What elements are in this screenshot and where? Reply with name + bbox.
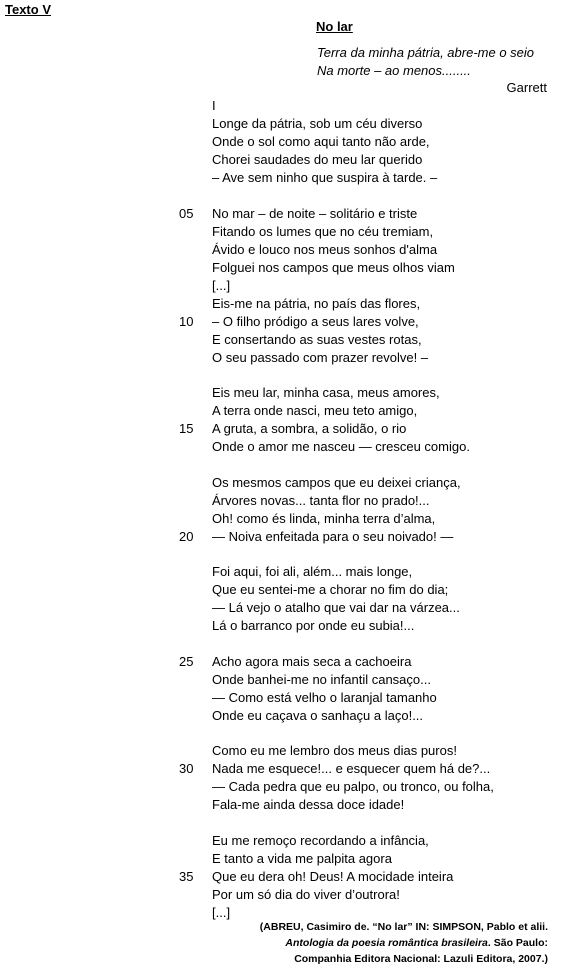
- poem-line: [0, 223, 562, 241]
- source-citation: [260, 919, 548, 967]
- poem-line: [0, 349, 562, 367]
- poem-line-text: Chorei saudades do meu lar querido: [212, 152, 423, 167]
- poem-body: [0, 97, 562, 922]
- poem-line-text: Nada me esquece!... e esquecer quem há de?...: [212, 761, 491, 776]
- poem-line: [0, 886, 562, 904]
- poem-line-text: Foi aqui, foi ali, além... mais longe,: [212, 564, 413, 579]
- poem-line: [0, 563, 562, 581]
- poem-line-text: Folguei nos campos que meus olhos viam: [212, 259, 455, 275]
- poem-line: [0, 832, 562, 850]
- stanza-break: [0, 187, 562, 205]
- poem-line: [0, 581, 562, 599]
- poem-line: [0, 671, 562, 689]
- poem-line: [0, 599, 562, 617]
- poem-line: [0, 205, 562, 223]
- citation-line: [260, 935, 548, 951]
- poem-line-text: A terra onde nasci, meu teto amigo,: [212, 403, 418, 418]
- stanza-break: [0, 367, 562, 385]
- poem-line: [0, 384, 562, 402]
- poem-line: [0, 707, 562, 725]
- poem-line: [0, 474, 562, 492]
- poem-line-text: No mar – de noite – solitário e triste: [212, 205, 418, 221]
- poem-line-text: Que eu dera oh! Deus! A mocidade inteira: [212, 868, 454, 884]
- line-number: 20: [179, 528, 194, 544]
- poem-line-text: [...]: [212, 904, 231, 920]
- poem-line-text: Por um só dia do viver d’outrora!: [212, 886, 400, 902]
- poem-line: [0, 617, 562, 635]
- poem-line: [0, 742, 562, 760]
- poem-line-text: Árvores novas... tanta flor no prado!...: [212, 492, 430, 508]
- poem-line: [0, 97, 562, 115]
- poem-line: [0, 241, 562, 259]
- stanza-break: [0, 635, 562, 653]
- poem-line-text: Fitando os lumes que no céu tremiam,: [212, 223, 434, 239]
- poem-line: [0, 438, 562, 456]
- text-label: Texto V: [5, 2, 51, 17]
- poem-line-text: – O filho pródigo a seus lares volve,: [212, 313, 419, 329]
- poem-line-text: Onde banhei-me no infantil cansaço...: [212, 671, 431, 687]
- poem-line-text: E consertando as suas vestes rotas,: [212, 331, 422, 347]
- poem-line-text: Onde o amor me nasceu — cresceu comigo.: [212, 439, 470, 454]
- poem-line-text: Eis-me na pátria, no país das flores,: [212, 295, 421, 311]
- poem-line-text: Onde o sol como aqui tanto não arde,: [212, 134, 430, 149]
- poem-line: [0, 689, 562, 707]
- poem-line: [0, 169, 562, 187]
- epigraph-line: Terra da minha pátria, abre-me o seio: [317, 45, 535, 60]
- poem-line-text: A gruta, a sombra, a solidão, o rio: [212, 421, 407, 436]
- poem-line: [0, 115, 562, 133]
- poem-line-text: O seu passado com prazer revolve! –: [212, 349, 429, 365]
- poem-line-text: — Noiva enfeitada para o seu noivado! —: [212, 528, 454, 544]
- poem-line-text: Eu me remoço recordando a infância,: [212, 832, 429, 848]
- stanza-break: [0, 814, 562, 832]
- poem-line-text: Lá o barranco por onde eu subia!...: [212, 618, 415, 633]
- poem-line-text: Como eu me lembro dos meus dias puros!: [212, 743, 457, 758]
- poem-line: [0, 420, 562, 438]
- poem-title: No lar: [316, 19, 353, 34]
- poem-line-text: Que eu sentei-me a chorar no fim do dia;: [212, 582, 449, 597]
- citation-book-title: Antologia da poesia romântica brasileira: [285, 937, 488, 949]
- poem-line-text: — Como está velho o laranjal tamanho: [212, 689, 437, 705]
- citation-line: (ABREU, Casimiro de. “No lar” IN: SIMPSON, Pablo et alii.: [259, 921, 548, 933]
- poem-line: [0, 295, 562, 313]
- poem-line: [0, 492, 562, 510]
- poem-line: [0, 402, 562, 420]
- poem-line: [0, 313, 562, 331]
- poem-line: [0, 133, 562, 151]
- poem-line-text: Os mesmos campos que eu deixei criança,: [212, 474, 461, 490]
- poem-line-text: Eis meu lar, minha casa, meus amores,: [212, 385, 440, 400]
- poem-line: [0, 653, 562, 671]
- poem-line-text: Oh! como és linda, minha terra d’alma,: [212, 510, 436, 526]
- poem-line-text: I: [212, 98, 216, 113]
- poem-line: [0, 528, 562, 546]
- poem-line-text: Acho agora mais seca a cachoeira: [212, 653, 412, 669]
- poem-line-text: — Cada pedra que eu palpo, ou tronco, ou folha,: [212, 779, 494, 794]
- poem-line-text: [...]: [212, 277, 231, 293]
- poem-line-text: Longe da pátria, sob um céu diverso: [212, 116, 423, 131]
- line-number: 15: [179, 421, 194, 436]
- epigraph: [317, 44, 534, 80]
- poem-line: [0, 778, 562, 796]
- stanza-break: [0, 546, 562, 564]
- poem-line: [0, 277, 562, 295]
- poem-line: [0, 331, 562, 349]
- poem-line-text: – Ave sem ninho que suspira à tarde. –: [212, 170, 438, 185]
- citation-text: . São Paulo:: [487, 937, 548, 949]
- poem-line-text: E tanto a vida me palpita agora: [212, 850, 392, 866]
- line-number: 05: [179, 205, 194, 221]
- poem-line-text: Fala-me ainda dessa doce idade!: [212, 797, 405, 812]
- poem-line: [0, 850, 562, 868]
- poem-line-text: Onde eu caçava o sanhaçu a laço!...: [212, 707, 424, 723]
- poem-line-text: Ávido e louco nos meus sonhos d'alma: [212, 241, 438, 257]
- stanza-break: [0, 725, 562, 743]
- poem-line: [0, 510, 562, 528]
- poem-line: [0, 151, 562, 169]
- poem-line: [0, 868, 562, 886]
- poem-line: [0, 259, 562, 277]
- line-number: 30: [179, 761, 194, 776]
- epigraph-author: Garrett: [506, 80, 547, 95]
- line-number: 25: [179, 653, 194, 669]
- epigraph-line: Na morte – ao menos........: [317, 63, 471, 78]
- poem-line-text: — Lá vejo o atalho que vai dar na várzea...: [212, 600, 460, 615]
- stanza-break: [0, 456, 562, 474]
- poem-line: [0, 760, 562, 778]
- citation-line: Companhia Editora Nacional: Lazuli Editora, 2007.): [294, 953, 548, 965]
- poem-line: [0, 796, 562, 814]
- line-number: 10: [179, 313, 194, 329]
- line-number: 35: [179, 868, 194, 884]
